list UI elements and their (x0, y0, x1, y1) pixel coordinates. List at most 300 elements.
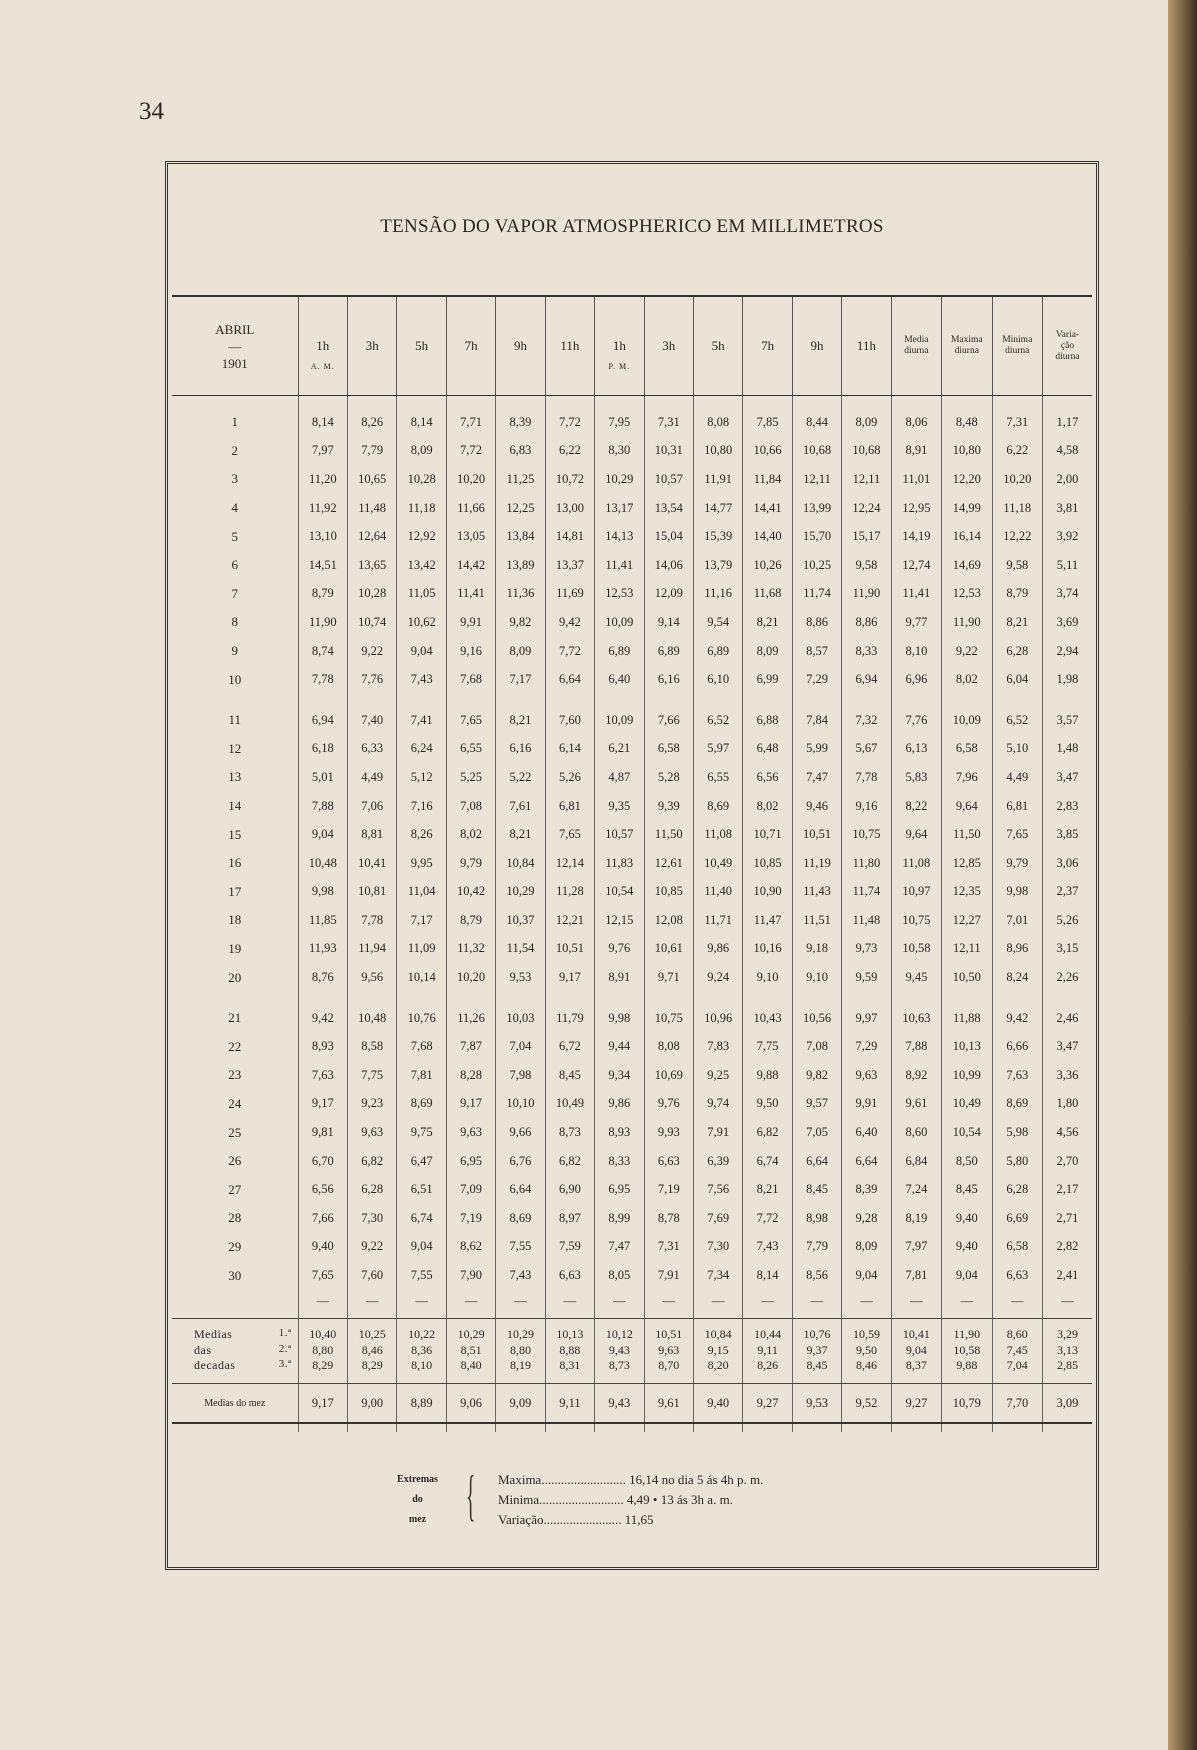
value-cell: 2,70 (1042, 1147, 1092, 1176)
value-cell: 9,66 (496, 1118, 545, 1147)
day-cell: 9 (231, 643, 239, 659)
value-cell: 7,29 (792, 665, 841, 694)
value-cell: 8,39 (496, 408, 545, 437)
value-cell: 6,76 (496, 1147, 545, 1176)
value-cell: 3,57 (1042, 706, 1092, 735)
value-cell: 6,40 (595, 665, 644, 694)
hour-header (348, 296, 397, 396)
decade-label-cell (172, 1358, 298, 1374)
spacer-cell (942, 1373, 992, 1384)
spacer-cell (595, 992, 644, 1004)
value-cell: 7,75 (348, 1061, 397, 1090)
value-cell: 3,85 (1042, 820, 1092, 849)
spacer-cell (298, 1373, 347, 1384)
month-mean-cell: 9,00 (348, 1384, 397, 1424)
value-cell: 14,69 (942, 551, 992, 580)
value-cell: 5,11 (1042, 551, 1092, 580)
value-cell: 6,39 (693, 1147, 742, 1176)
value-cell: 7,88 (298, 792, 347, 821)
value-cell: 10,75 (891, 906, 941, 935)
value-cell: 11,71 (693, 906, 742, 935)
spacer-cell (942, 1318, 992, 1327)
value-cell: 7,43 (496, 1261, 545, 1290)
value-cell: 10,25 (792, 551, 841, 580)
decade-value-cell: 8,29 (298, 1358, 347, 1374)
month-mean-cell: 3,09 (1042, 1384, 1092, 1424)
value-cell: 11,01 (891, 465, 941, 494)
value-cell: 8,62 (446, 1233, 495, 1262)
value-cell: 7,79 (348, 437, 397, 466)
value-cell: 7,08 (792, 1032, 841, 1061)
value-cell: 6,82 (545, 1147, 594, 1176)
value-cell: 11,50 (942, 820, 992, 849)
value-cell: 8,21 (992, 608, 1042, 637)
decade-value-cell: 10,29 (496, 1327, 545, 1343)
value-cell: 11,32 (446, 935, 495, 964)
value-cell: 13,42 (397, 551, 446, 580)
value-cell: 12,20 (942, 465, 992, 494)
value-cell: 10,75 (842, 820, 891, 849)
spacer-cell (1042, 396, 1092, 409)
decade-value-cell: 2,85 (1042, 1358, 1092, 1374)
value-cell: 7,66 (298, 1204, 347, 1233)
value-cell: 14,13 (595, 522, 644, 551)
value-cell: 6,89 (693, 637, 742, 666)
spacer-cell (595, 396, 644, 409)
value-cell: 10,71 (743, 820, 792, 849)
value-cell: 11,68 (743, 580, 792, 609)
value-cell: 8,21 (496, 706, 545, 735)
decade-value-cell: 9,63 (644, 1342, 693, 1358)
variacao-header (1042, 296, 1092, 396)
dash-cell: — (842, 1290, 891, 1314)
value-cell: 8,91 (891, 437, 941, 466)
table-row (172, 437, 1092, 466)
spacer-cell (446, 1423, 495, 1432)
value-cell: 6,63 (992, 1261, 1042, 1290)
value-cell: 9,34 (595, 1061, 644, 1090)
value-cell: 6,22 (545, 437, 594, 466)
value-cell: 10,26 (743, 551, 792, 580)
day-cell: 14 (228, 798, 242, 814)
spacer-cell (842, 694, 891, 706)
month-mean-cell: 9,27 (891, 1384, 941, 1424)
value-cell: 11,66 (446, 494, 495, 523)
value-cell: 8,08 (644, 1032, 693, 1061)
value-cell: 6,33 (348, 735, 397, 764)
value-cell: 6,72 (545, 1032, 594, 1061)
spacer-cell (792, 1318, 841, 1327)
value-cell: 10,42 (446, 878, 495, 907)
value-cell: 10,20 (446, 465, 495, 494)
month-mean-label: Medias do mez (204, 1397, 266, 1409)
vapor-tension-table (172, 295, 1092, 1432)
spacer-cell (743, 992, 792, 1004)
decade-value-cell: 9,15 (693, 1342, 742, 1358)
media-header (891, 296, 941, 396)
value-cell: 2,46 (1042, 1004, 1092, 1033)
spacer-cell (397, 1373, 446, 1384)
dash-cell: — (992, 1290, 1042, 1314)
value-cell: 2,41 (1042, 1261, 1092, 1290)
value-cell: 6,16 (496, 735, 545, 764)
value-cell: 12,61 (644, 849, 693, 878)
spacer-cell (891, 396, 941, 409)
decade-value-cell: 8,70 (644, 1358, 693, 1374)
value-cell: 8,69 (992, 1090, 1042, 1119)
value-cell: 10,28 (348, 580, 397, 609)
spacer-cell (545, 694, 594, 706)
value-cell: 7,87 (446, 1032, 495, 1061)
dash-cell: — (545, 1290, 594, 1314)
value-cell: 9,57 (792, 1090, 841, 1119)
value-cell: 9,17 (446, 1090, 495, 1119)
value-cell: 7,68 (446, 665, 495, 694)
value-cell: 8,44 (792, 408, 841, 437)
value-cell: 10,74 (348, 608, 397, 637)
value-cell: 10,28 (397, 465, 446, 494)
value-cell: 10,10 (496, 1090, 545, 1119)
value-cell: 11,26 (446, 1004, 495, 1033)
spacer-cell (992, 1318, 1042, 1327)
minima-header-text: Minima (1002, 335, 1033, 345)
decade-value-cell: 8,45 (792, 1358, 841, 1374)
value-cell: 6,64 (792, 1147, 841, 1176)
table-row (172, 820, 1092, 849)
decade-value-cell: 8,19 (496, 1358, 545, 1374)
spacer-cell (644, 992, 693, 1004)
value-cell: 14,99 (942, 494, 992, 523)
extreme-maxima: Maxima.......................... 16,14 no dia 5 ás 4h p. m. (498, 1472, 764, 1487)
spacer-cell (172, 694, 298, 706)
value-cell: 8,02 (743, 792, 792, 821)
value-cell: 10,49 (693, 849, 742, 878)
dash-cell: — (942, 1290, 992, 1314)
value-cell: 3,47 (1042, 1032, 1092, 1061)
value-cell: 9,98 (298, 878, 347, 907)
day-cell: 8 (231, 614, 239, 630)
day-cell: 27 (228, 1181, 242, 1197)
value-cell: 9,16 (446, 637, 495, 666)
value-cell: 9,82 (792, 1061, 841, 1090)
table-header (172, 296, 1092, 396)
value-cell: 9,42 (298, 1004, 347, 1033)
spacer-cell (446, 1318, 495, 1327)
value-cell: 7,72 (545, 408, 594, 437)
value-cell: 14,51 (298, 551, 347, 580)
value-cell: 6,96 (891, 665, 941, 694)
extremes-label-3: mez (408, 1514, 427, 1525)
decade-value-cell: 8,29 (348, 1358, 397, 1374)
year-label: 1901 (221, 355, 248, 371)
value-cell: 4,49 (992, 763, 1042, 792)
extreme-minima: Minima.......................... 4,49 • 13 ás 3h a. m. (498, 1492, 733, 1507)
value-cell: 9,73 (842, 935, 891, 964)
value-cell: 11,91 (693, 465, 742, 494)
spacer-row (172, 694, 1092, 706)
spacer-cell (792, 396, 841, 409)
hour-header (298, 296, 347, 396)
value-cell: 10,43 (743, 1004, 792, 1033)
value-cell: 7,30 (348, 1204, 397, 1233)
spacer-cell (545, 992, 594, 1004)
value-cell: 9,04 (397, 1233, 446, 1262)
hour-label: 9h (513, 338, 527, 353)
value-cell: 10,54 (942, 1118, 992, 1147)
spacer-cell (595, 1318, 644, 1327)
page-number: 34 (139, 98, 164, 125)
day-cell: 6 (231, 557, 239, 573)
pm-label: P. M. (608, 362, 631, 371)
decade-value-cell: 7,45 (992, 1342, 1042, 1358)
value-cell: 9,40 (298, 1233, 347, 1262)
spacer-cell (298, 1423, 347, 1432)
decade-value-cell: 10,41 (891, 1327, 941, 1343)
value-cell: 3,06 (1042, 849, 1092, 878)
value-cell: 10,20 (446, 963, 495, 992)
spacer-cell (693, 1373, 742, 1384)
value-cell: 12,95 (891, 494, 941, 523)
hour-header (496, 296, 545, 396)
decade-value-cell: 8,31 (545, 1358, 594, 1374)
value-cell: 10,76 (397, 1004, 446, 1033)
month-mean-cell: 9,61 (644, 1384, 693, 1424)
value-cell: 4,49 (348, 763, 397, 792)
value-cell: 8,74 (298, 637, 347, 666)
month-mean-cell: 8,89 (397, 1384, 446, 1424)
value-cell: 10,57 (644, 465, 693, 494)
value-cell: 8,96 (992, 935, 1042, 964)
value-cell: 11,28 (545, 878, 594, 907)
value-cell: 7,65 (545, 820, 594, 849)
decade-row (172, 1327, 1092, 1343)
spacer-cell (644, 1373, 693, 1384)
decade-value-cell: 8,20 (693, 1358, 742, 1374)
value-cell: 8,78 (644, 1204, 693, 1233)
decade-value-cell: 8,80 (298, 1342, 347, 1358)
value-cell: 6,51 (397, 1175, 446, 1204)
value-cell: 8,79 (992, 580, 1042, 609)
value-cell: 7,32 (842, 706, 891, 735)
value-cell: 4,58 (1042, 437, 1092, 466)
decade-number: 1.ª (278, 1327, 292, 1340)
spacer-cell (172, 992, 298, 1004)
spacer-cell (595, 1373, 644, 1384)
value-cell: 10,48 (348, 1004, 397, 1033)
value-cell: 9,25 (693, 1061, 742, 1090)
value-cell: 8,50 (942, 1147, 992, 1176)
value-cell: 10,81 (348, 878, 397, 907)
value-cell: 11,16 (693, 580, 742, 609)
spacer-cell (644, 396, 693, 409)
month-mean-cell: 9,43 (595, 1384, 644, 1424)
value-cell: 6,22 (992, 437, 1042, 466)
value-cell: 11,90 (942, 608, 992, 637)
value-cell: 7,56 (693, 1175, 742, 1204)
value-cell: 7,55 (496, 1233, 545, 1262)
table-row (172, 1004, 1092, 1033)
dash-cell: — (644, 1290, 693, 1314)
hour-header (792, 296, 841, 396)
spacer-cell (397, 1318, 446, 1327)
spacer-row (172, 396, 1092, 409)
value-cell: 1,48 (1042, 735, 1092, 764)
value-cell: 11,92 (298, 494, 347, 523)
spacer-cell (842, 992, 891, 1004)
decade-value-cell: 10,22 (397, 1327, 446, 1343)
value-cell: 11,50 (644, 820, 693, 849)
extremes-label-1: Extremas (397, 1474, 438, 1485)
table-row (172, 580, 1092, 609)
value-cell: 8,48 (942, 408, 992, 437)
value-cell: 10,49 (545, 1090, 594, 1119)
value-cell: 3,47 (1042, 763, 1092, 792)
value-cell: 12,08 (644, 906, 693, 935)
value-cell: 9,63 (842, 1061, 891, 1090)
spacer-cell (792, 992, 841, 1004)
dash-cell: — (792, 1290, 841, 1314)
month-header (172, 296, 298, 396)
value-cell: 7,65 (446, 706, 495, 735)
value-cell: 8,09 (842, 408, 891, 437)
value-cell: 9,10 (743, 963, 792, 992)
value-cell: 9,79 (992, 849, 1042, 878)
value-cell: 9,46 (792, 792, 841, 821)
value-cell: 8,26 (348, 408, 397, 437)
value-cell: 9,76 (644, 1090, 693, 1119)
value-cell: 8,97 (545, 1204, 594, 1233)
value-cell: 2,37 (1042, 878, 1092, 907)
value-cell: 7,61 (496, 792, 545, 821)
value-cell: 7,24 (891, 1175, 941, 1204)
value-cell: 3,81 (1042, 494, 1092, 523)
value-cell: 7,04 (496, 1032, 545, 1061)
value-cell: 6,95 (446, 1147, 495, 1176)
spacer-cell (891, 992, 941, 1004)
day-cell: 7 (231, 585, 239, 601)
value-cell: 7,66 (644, 706, 693, 735)
decade-value-cell: 8,73 (595, 1358, 644, 1374)
hour-label: 5h (711, 338, 725, 353)
minima-header-text: diurna (1005, 346, 1030, 356)
value-cell: 9,95 (397, 849, 446, 878)
value-cell: 3,69 (1042, 608, 1092, 637)
day-cell: 2 (231, 442, 239, 458)
decade-value-cell: 8,10 (397, 1358, 446, 1374)
value-cell: 11,19 (792, 849, 841, 878)
value-cell: 3,15 (1042, 935, 1092, 964)
spacer-cell (348, 694, 397, 706)
value-cell: 10,09 (595, 608, 644, 637)
value-cell: 7,72 (545, 637, 594, 666)
spacer-cell (348, 396, 397, 409)
month-mean-cell: 9,17 (298, 1384, 347, 1424)
value-cell: 9,91 (842, 1090, 891, 1119)
value-cell: 7,19 (446, 1204, 495, 1233)
spacer-cell (298, 992, 347, 1004)
spacer-cell (1042, 694, 1092, 706)
spacer-cell (693, 694, 742, 706)
value-cell: 6,55 (693, 763, 742, 792)
value-cell: 10,20 (992, 465, 1042, 494)
value-cell: 9,23 (348, 1090, 397, 1119)
value-cell: 10,54 (595, 878, 644, 907)
value-cell: 12,85 (942, 849, 992, 878)
value-cell: 13,17 (595, 494, 644, 523)
spacer-cell (992, 1423, 1042, 1432)
spacer-cell (942, 694, 992, 706)
value-cell: 3,92 (1042, 522, 1092, 551)
value-cell: 1,17 (1042, 408, 1092, 437)
value-cell: 6,70 (298, 1147, 347, 1176)
table-row (172, 1090, 1092, 1119)
spacer-cell (172, 1423, 298, 1432)
value-cell: 2,94 (1042, 637, 1092, 666)
value-cell: 10,66 (743, 437, 792, 466)
day-cell: 20 (228, 969, 242, 985)
decade-value-cell: 8,80 (496, 1342, 545, 1358)
value-cell: 10,56 (792, 1004, 841, 1033)
value-cell: 13,00 (545, 494, 594, 523)
value-cell: 11,90 (298, 608, 347, 637)
value-cell: 7,91 (644, 1261, 693, 1290)
value-cell: 6,82 (348, 1147, 397, 1176)
value-cell: 6,56 (743, 763, 792, 792)
table-row (172, 1175, 1092, 1204)
value-cell: 1,80 (1042, 1090, 1092, 1119)
value-cell: 9,18 (792, 935, 841, 964)
value-cell: 6,21 (595, 735, 644, 764)
value-cell: 11,51 (792, 906, 841, 935)
value-cell: 7,08 (446, 792, 495, 821)
value-cell: 8,21 (496, 820, 545, 849)
value-cell: 2,82 (1042, 1233, 1092, 1262)
value-cell: 11,83 (595, 849, 644, 878)
day-cell: 24 (228, 1095, 242, 1111)
value-cell: 6,89 (644, 637, 693, 666)
hour-header (595, 296, 644, 396)
day-cell: 17 (228, 883, 242, 899)
value-cell: 8,06 (891, 408, 941, 437)
value-cell: 8,14 (743, 1261, 792, 1290)
table-row (172, 522, 1092, 551)
value-cell: 8,45 (792, 1175, 841, 1204)
spacer-cell (992, 992, 1042, 1004)
value-cell: 10,85 (644, 878, 693, 907)
value-cell: 11,90 (842, 580, 891, 609)
value-cell: 6,04 (992, 665, 1042, 694)
value-cell: 9,58 (842, 551, 891, 580)
spacer-cell (595, 1423, 644, 1432)
value-cell: 8,21 (743, 608, 792, 637)
value-cell: 8,58 (348, 1032, 397, 1061)
value-cell: 6,24 (397, 735, 446, 764)
dash-cell: — (348, 1290, 397, 1314)
value-cell: 7,63 (298, 1061, 347, 1090)
value-cell: 9,45 (891, 963, 941, 992)
day-cell: 25 (228, 1124, 242, 1140)
hour-label: 11h (560, 338, 580, 353)
spacer-cell (891, 1423, 941, 1432)
month-mean-cell: 10,79 (942, 1384, 992, 1424)
value-cell: 11,08 (693, 820, 742, 849)
value-cell: 5,26 (1042, 906, 1092, 935)
maxima-header (942, 296, 992, 396)
spacer-cell (842, 1423, 891, 1432)
value-cell: 2,00 (1042, 465, 1092, 494)
value-cell: 10,51 (545, 935, 594, 964)
spacer-cell (397, 992, 446, 1004)
